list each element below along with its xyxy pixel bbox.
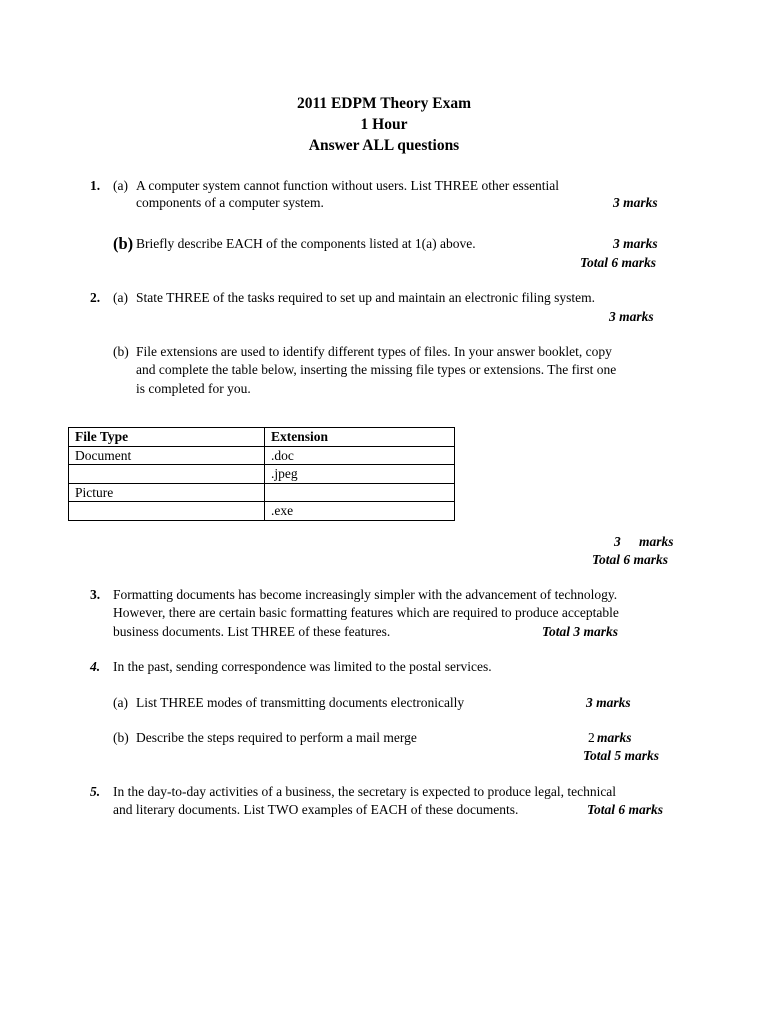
question-4a-text: List THREE modes of transmitting documents electronically: [136, 695, 465, 710]
question-4b-marks-number: 2: [588, 730, 595, 745]
question-1-number: 1.: [90, 178, 101, 193]
question-3-line1: Formatting documents has become increasingly simpler with the advancement of technology.: [113, 587, 618, 602]
question-2b-label: (b): [113, 344, 129, 359]
table-header-row: [69, 428, 455, 447]
question-5-line2: and literary documents. List TWO examples of EACH of these documents.: [113, 802, 519, 817]
question-2-number: 2.: [90, 290, 101, 305]
table-cell-file-type: Document: [69, 446, 265, 465]
question-4b-label: (b): [113, 730, 129, 745]
question-4b-text: Describe the steps required to perform a mail merge: [136, 730, 417, 745]
question-1a-line2: components of a computer system.: [136, 195, 324, 210]
question-2-total: Total 6 marks: [592, 552, 669, 567]
question-4a-label: (a): [113, 695, 128, 710]
question-4-text: In the past, sending correspondence was limited to the postal services.: [113, 659, 492, 674]
table-cell-extension: .exe: [265, 502, 455, 521]
table-cell-extension: [265, 483, 455, 502]
question-4-number: 4.: [90, 659, 101, 674]
question-2a-text: State THREE of the tasks required to set up and maintain an electronic filing system.: [136, 290, 596, 305]
table-cell-file-type: Picture: [69, 483, 265, 502]
question-1a-marks: 3 marks: [613, 195, 658, 210]
table-header-file-type: File Type: [69, 428, 265, 447]
exam-duration: 1 Hour: [360, 116, 408, 133]
question-2b-marks-number: 3: [614, 534, 621, 549]
question-2a-label: (a): [113, 290, 128, 305]
question-4b-marks-word: marks: [597, 730, 632, 745]
table-cell-extension: .jpeg: [265, 465, 455, 484]
question-2b-line3: is completed for you.: [136, 381, 251, 396]
table-row: [69, 502, 455, 521]
question-2b-line1: File extensions are used to identify different types of files. In your answer booklet, copy: [136, 344, 612, 359]
question-5-total: Total 6 marks: [587, 802, 664, 817]
exam-instruction: Answer ALL questions: [308, 137, 460, 154]
question-1b-label: (b): [113, 234, 134, 253]
question-1a-label: (a): [113, 178, 128, 193]
question-3-number: 3.: [90, 587, 101, 602]
question-1a-line1: A computer system cannot function without users. List THREE other essential: [136, 178, 560, 193]
table-row: [69, 483, 455, 502]
question-4a-marks: 3 marks: [586, 695, 631, 710]
file-type-table: [68, 427, 455, 521]
question-3-line3: business documents. List THREE of these features.: [113, 624, 391, 639]
question-3-line2: However, there are certain basic formatting features which are required to produce acceptable: [113, 605, 619, 620]
table-row: [69, 446, 455, 465]
question-1b-marks: 3 marks: [613, 236, 658, 251]
question-2a-marks: 3 marks: [609, 309, 654, 324]
question-5-line1: In the day-to-day activities of a business, the secretary is expected to produce legal, technical: [113, 784, 617, 799]
table-row: [69, 465, 455, 484]
table-cell-file-type: [69, 465, 265, 484]
question-3-total: Total 3 marks: [542, 624, 619, 639]
exam-title: 2011 EDPM Theory Exam: [296, 95, 472, 112]
question-1-total: Total 6 marks: [580, 255, 657, 270]
table-cell-extension: .doc: [265, 446, 455, 465]
question-1b-text: Briefly describe EACH of the components listed at 1(a) above.: [136, 236, 476, 251]
question-5-number: 5.: [90, 784, 101, 799]
table-header-extension: Extension: [265, 428, 455, 447]
question-2b-marks-word: marks: [639, 534, 674, 549]
table-cell-file-type: [69, 502, 265, 521]
question-4-total: Total 5 marks: [583, 748, 660, 763]
question-2b-line2: and complete the table below, inserting the missing file types or extensions. The first one: [136, 362, 617, 377]
